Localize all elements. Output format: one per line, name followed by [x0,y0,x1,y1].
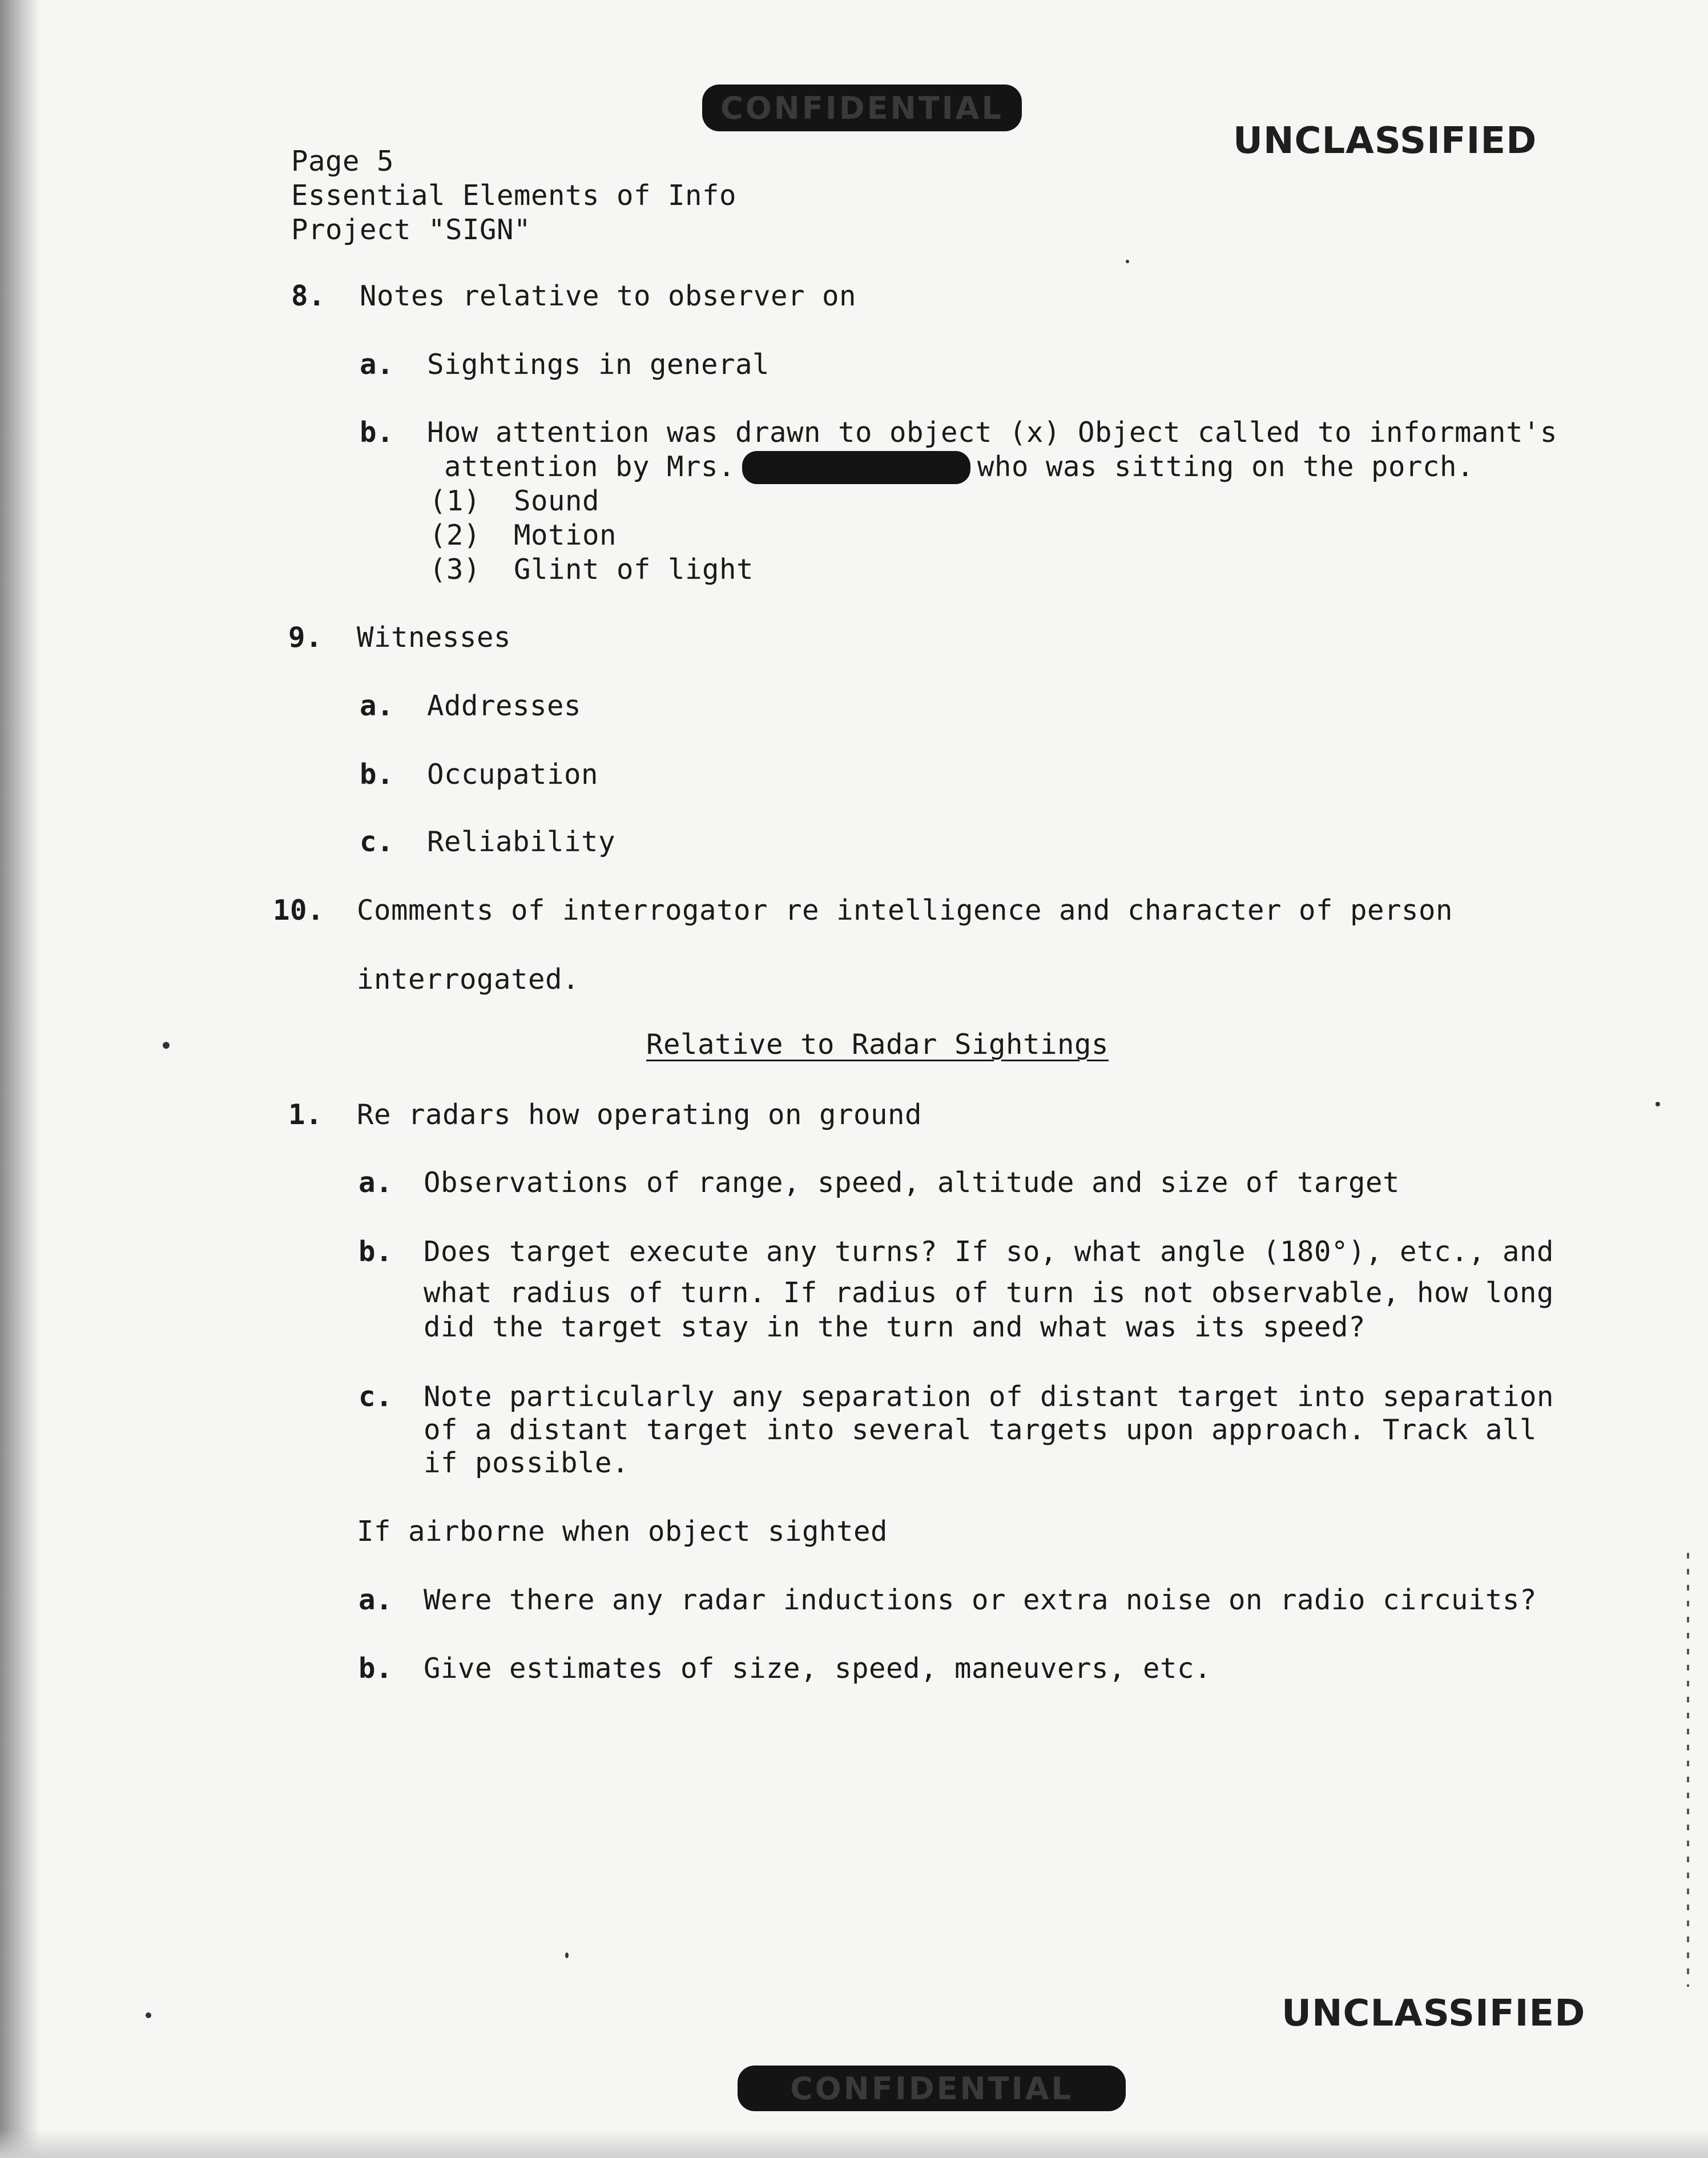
item-8-text: Notes relative to observer on [360,280,857,312]
classification-bottom: UNCLASSIFIED [1282,1992,1586,2035]
item-8a-label: a. [360,348,394,381]
item-8b-label: b. [360,416,394,449]
item-9-text: Witnesses [357,621,511,654]
scan-speck [163,1042,170,1049]
item-8b-line-1: How attention was drawn to object (x) Object called to informant's [427,416,1558,449]
scan-speck [565,1952,569,1958]
radar-item-1-number: 1. [288,1098,323,1131]
classification-top: UNCLASSIFIED [1233,120,1537,162]
item-9b-text: Occupation [427,758,599,791]
item-8b-line-2-end: who was sitting on the porch. [977,450,1475,483]
radar-item-1b-line-2: what radius of turn. If radius of turn is not observable, how long [424,1277,1554,1309]
header-stamp-text: CONFIDENTIAL [720,90,1004,126]
airborne-item-a-text: Were there any radar inductions or extra noise on radio circuits? [424,1584,1537,1616]
item-9c-label: c. [360,826,394,858]
item-8b-sub-3-text: Glint of light [514,553,754,586]
footer-stamp-text: CONFIDENTIAL [790,2070,1073,2107]
radar-item-1-text: Re radars how operating on ground [357,1098,923,1131]
airborne-heading: If airborne when object sighted [357,1515,888,1548]
radar-item-1c-line-3: if possible. [424,1447,630,1479]
radar-item-1a-text: Observations of range, speed, altitude and size of target [424,1166,1400,1199]
radar-item-1b-line-3: did the target stay in the turn and what was its speed? [424,1311,1366,1343]
item-8-number: 8. [291,280,326,312]
item-9-number: 9. [288,621,323,654]
item-9c-text: Reliability [427,826,616,858]
item-9a-text: Addresses [427,690,582,722]
item-8b-line-2-start: attention by Mrs. [444,450,736,483]
item-8b-sub-2-label: (2) [429,519,481,551]
radar-item-1b-line-1: Does target execute any turns? If so, what angle (180°), etc., and [424,1235,1554,1268]
scan-edge-shadow [0,0,40,2158]
project-name: Project "SIGN" [291,214,531,246]
document-subject: Essential Elements of Info [291,179,737,212]
item-8a-text: Sightings in general [427,348,770,381]
radar-item-1a-label: a. [358,1166,393,1199]
item-8b-sub-1-text: Sound [514,485,600,517]
airborne-item-b-text: Give estimates of size, speed, maneuvers, etc. [424,1652,1212,1685]
radar-item-1c-line-1: Note particularly any separation of distant target into separation [424,1380,1554,1413]
scan-speck [1655,1102,1660,1106]
item-10-line-1: Comments of interrogator re intelligence and character of person [357,894,1453,927]
item-8b-sub-3-label: (3) [429,553,481,586]
redaction-bar [742,451,970,484]
item-9b-label: b. [360,758,394,791]
radar-item-1c-line-2: of a distant target into several targets upon approach. Track all [424,1414,1537,1446]
scan-speck [146,2012,151,2018]
radar-item-1c-label: c. [358,1380,393,1413]
item-8b-sub-1-label: (1) [429,485,481,517]
item-10-number: 10. [273,894,325,927]
section-heading-radar: Relative to Radar Sightings [646,1028,1109,1061]
radar-item-1b-label: b. [358,1235,393,1268]
scan-edge-line [1687,1553,1689,1987]
item-10-line-2: interrogated. [357,963,580,996]
scan-speck [1126,260,1129,263]
airborne-item-b-label: b. [358,1652,393,1685]
item-9a-label: a. [360,690,394,722]
footer-stamp [738,2066,1126,2111]
header-stamp [702,84,1022,131]
scan-bottom-shadow [0,2129,1708,2158]
page-number: Page 5 [291,145,394,178]
airborne-item-a-label: a. [358,1584,393,1616]
item-8b-sub-2-text: Motion [514,519,617,551]
